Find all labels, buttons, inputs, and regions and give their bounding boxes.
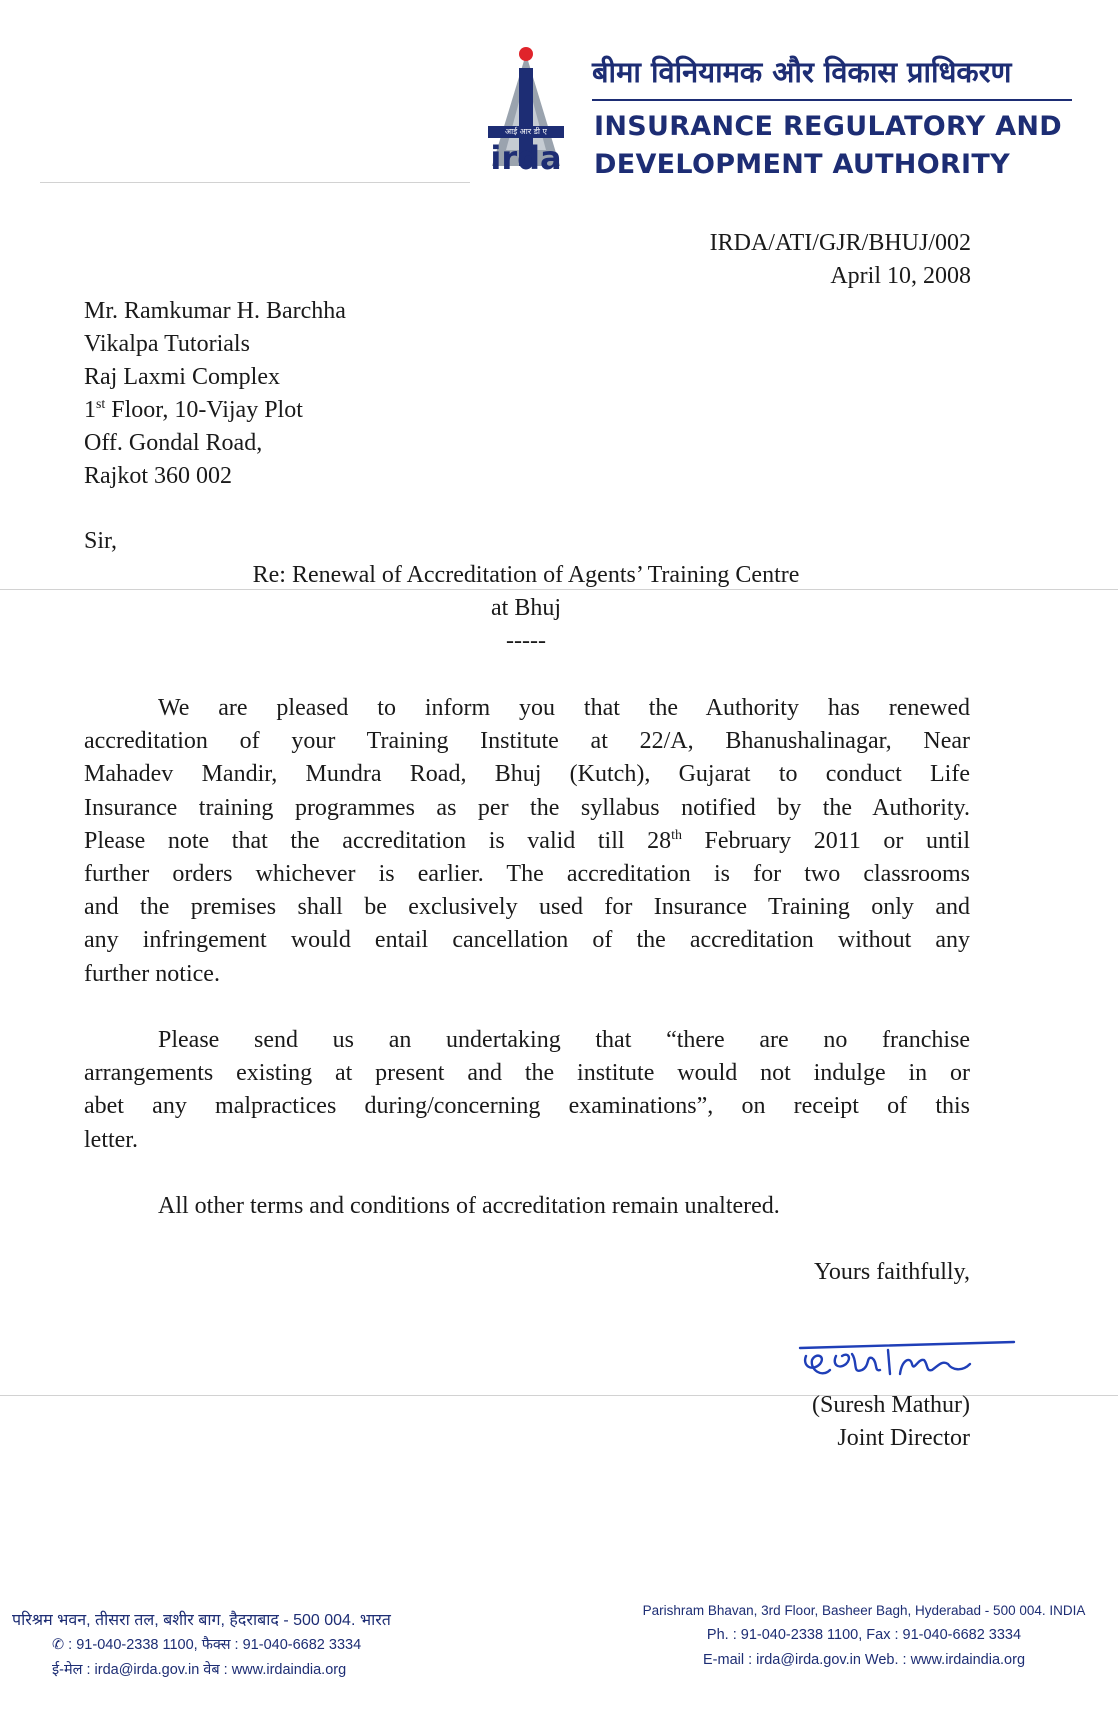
footer-hindi-phone: ✆ : 91-040-2338 1100, फैक्स : 91-040-6682 3334 bbox=[52, 1637, 362, 1653]
paragraph-line: arrangements existing at present and the institute would not indulge in or bbox=[84, 1060, 970, 1087]
reference-number: IRDA/ATI/GJR/BHUJ/002 bbox=[709, 230, 971, 256]
logo-hindi-text: आई आर डी ए bbox=[488, 126, 564, 138]
recipient-address bbox=[84, 295, 346, 493]
paragraph-line: and the premises shall be exclusively used for Insurance Training only and bbox=[84, 894, 970, 921]
authority-name-line2: DEVELOPMENT AUTHORITY bbox=[594, 149, 1010, 180]
paragraph-line: letter. bbox=[84, 1126, 138, 1153]
footer-address: Parishram Bhavan, 3rd Floor, Basheer Bagh, Hyderabad - 500 004. INDIA bbox=[642, 1603, 1086, 1618]
recipient-floor: 1st Floor, 10-Vijay Plot bbox=[84, 397, 303, 423]
authority-name-hindi: बीमा विनियामक और विकास प्राधिकरण bbox=[592, 55, 1012, 89]
recipient-road: Off. Gondal Road, bbox=[84, 430, 263, 456]
subject-separator: ----- bbox=[506, 628, 546, 654]
authority-name-line1: INSURANCE REGULATORY AND bbox=[594, 111, 1063, 142]
valediction: Yours faithfully, bbox=[813, 1259, 970, 1285]
paragraph-line: All other terms and conditions of accreditation remain unaltered. bbox=[158, 1193, 780, 1219]
paragraph-line: abet any malpractices during/concerning examinations”, on receipt of this bbox=[84, 1093, 970, 1120]
signatory-name: (Suresh Mathur) bbox=[812, 1392, 970, 1418]
recipient-building: Raj Laxmi Complex bbox=[84, 364, 280, 390]
paragraph-line: further notice. bbox=[84, 960, 220, 987]
footer-hindi-contact: ई-मेल : irda@irda.gov.in वेब : www.irdaindia.org bbox=[52, 1662, 347, 1678]
paragraph-line: any infringement would entail cancellation of the accreditation without any bbox=[84, 927, 970, 954]
paragraph-line: Insurance training programmes as per the syllabus notified by the Authority. bbox=[84, 794, 970, 821]
body-paragraph-2 bbox=[84, 1024, 970, 1157]
subject-line-2: at Bhuj bbox=[491, 595, 561, 621]
recipient-organization: Vikalpa Tutorials bbox=[84, 331, 250, 357]
footer-hindi-address: परिश्रम भवन, तीसरा तल, बशीर बाग, हैदराबाद - 500 004. भारत bbox=[12, 1612, 391, 1629]
footer-hindi bbox=[12, 1608, 391, 1683]
letter-date: April 10, 2008 bbox=[830, 263, 971, 289]
scan-artifact-line bbox=[40, 182, 470, 183]
paragraph-line: Mahadev Mandir, Mundra Road, Bhuj (Kutch), Gujarat to conduct Life bbox=[84, 761, 970, 788]
irda-logo bbox=[486, 46, 566, 176]
title-divider bbox=[592, 99, 1072, 101]
footer-contact: E-mail : irda@irda.gov.in Web. : www.irdaindia.org bbox=[702, 1652, 1026, 1668]
signatory-title: Joint Director bbox=[837, 1425, 970, 1451]
paragraph-line: Please note that the accreditation is valid till 28th February 2011 or until bbox=[84, 827, 970, 854]
body-paragraph-1 bbox=[84, 692, 970, 991]
footer-phone: Ph. : 91-040-2338 1100, Fax : 91-040-6682 3334 bbox=[706, 1627, 1022, 1643]
subject-line-1: Re: Renewal of Accreditation of Agents’ Training Centre bbox=[252, 562, 800, 588]
recipient-name: Mr. Ramkumar H. Barchha bbox=[84, 298, 346, 324]
paragraph-line: Please send us an undertaking that “there are no franchise bbox=[158, 1027, 970, 1053]
logo-wordmark: irda bbox=[490, 139, 562, 177]
body-paragraph-3 bbox=[84, 1190, 970, 1223]
paragraph-line: accreditation of your Training Institute at 22/A, Bhanushalinagar, Near bbox=[84, 728, 970, 755]
paragraph-line: We are pleased to inform you that the Authority has renewed bbox=[158, 695, 970, 721]
recipient-city: Rajkot 360 002 bbox=[84, 463, 232, 489]
subject-block bbox=[84, 559, 968, 658]
signature bbox=[792, 1334, 1022, 1394]
footer-english bbox=[620, 1598, 1108, 1673]
paragraph-line: further orders whichever is earlier. The accreditation is for two classrooms bbox=[84, 860, 970, 887]
salutation: Sir, bbox=[84, 528, 118, 554]
